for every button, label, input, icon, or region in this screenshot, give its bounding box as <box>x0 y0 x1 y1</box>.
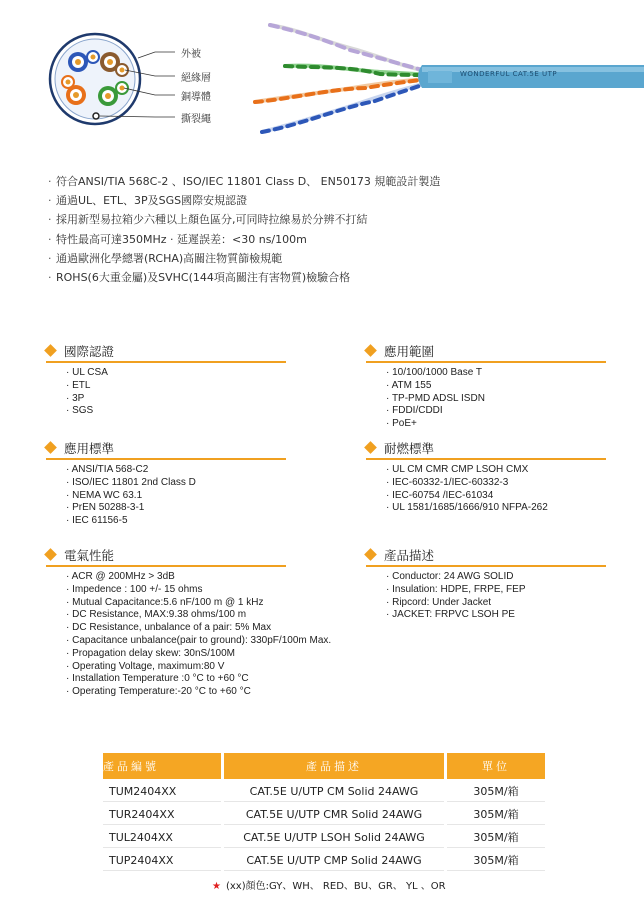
list-item: · DC Resistance, MAX:9.38 ohms/100 m <box>66 609 286 622</box>
list-item: · Conductor: 24 AWG SOLID <box>386 571 606 584</box>
product-table <box>103 751 545 873</box>
section-fire-rating <box>366 440 606 515</box>
feature-item: · 符合ANSI/TIA 568C-2 、ISO/IEC 11801 Class D、 EN50173 規範設計製造 <box>48 172 440 191</box>
cell-description: CAT.5E U/UTP CMP Solid 24AWG <box>224 850 444 871</box>
feature-item: · 通過UL、ETL、3P及SGS國際安規認證 <box>48 191 440 210</box>
cell-unit: 305M/箱 <box>447 827 545 848</box>
list-item: · NEMA WC 63.1 <box>66 490 286 503</box>
list-item: · Capacitance unbalance(pair to ground): 330pF/100m Max. <box>66 635 286 648</box>
cross-section-diagram <box>50 34 140 124</box>
section-title: 電氣性能 <box>64 548 115 563</box>
callout-jacket: 外被 <box>181 49 201 60</box>
section-list <box>386 367 606 431</box>
list-item: · Operating Voltage, maximum:80 V <box>66 661 286 674</box>
callout-insulation: 絕緣層 <box>181 73 211 84</box>
column-header-description: 產品描述 <box>224 753 444 779</box>
list-item: · ATM 155 <box>386 380 606 393</box>
feature-item: · 通過歐洲化學總署(RCHA)高關注物質篩檢規範 <box>48 249 440 268</box>
table-row <box>103 827 545 848</box>
list-item: · 3P <box>66 393 286 406</box>
feature-item: · 特性最高可達350MHz · 延遲誤差：<30 ns/100m <box>48 230 440 249</box>
list-item: · ACR @ 200MHz > 3dB <box>66 571 286 584</box>
cable-print-label: WONDERFUL CAT.5E UTP <box>460 70 558 78</box>
list-item: · PrEN 50288-3-1 <box>66 502 286 515</box>
section-header <box>46 343 286 363</box>
list-item: · FDDI/CDDI <box>386 405 606 418</box>
diamond-icon <box>44 548 57 561</box>
section-header <box>366 440 606 460</box>
cell-model: TUM2404XX <box>103 781 221 802</box>
cell-model: TUR2404XX <box>103 804 221 825</box>
cell-unit: 305M/箱 <box>447 804 545 825</box>
list-item: · TP-PMD ADSL ISDN <box>386 393 606 406</box>
list-item: · Ripcord: Under Jacket <box>386 597 606 610</box>
color-note-text: (xx)顏色:GY、WH、 RED、BU、GR、 YL 、OR <box>225 881 446 892</box>
section-list <box>66 571 332 699</box>
section-list <box>66 464 286 528</box>
list-item: · SGS <box>66 405 286 418</box>
feature-item: · ROHS(6大重金屬)及SVHC(144項高關注有害物質)檢驗合格 <box>48 268 440 287</box>
section-title: 應用範圍 <box>384 344 435 359</box>
cell-unit: 305M/箱 <box>447 850 545 871</box>
color-note <box>212 877 446 892</box>
column-header-model: 產品編號 <box>103 753 221 779</box>
table-row <box>103 781 545 802</box>
diamond-icon <box>364 441 377 454</box>
list-item: · UL CSA <box>66 367 286 380</box>
diamond-icon <box>44 344 57 357</box>
list-item: · PoE+ <box>386 418 606 431</box>
list-item: · IEC-60754 /IEC-61034 <box>386 490 606 503</box>
section-header <box>366 547 606 567</box>
list-item: · 10/100/1000 Base T <box>386 367 606 380</box>
section-title: 國際認證 <box>64 344 115 359</box>
section-list <box>66 367 286 418</box>
list-item: · ISO/IEC 11801 2nd Class D <box>66 477 286 490</box>
diamond-icon <box>364 344 377 357</box>
list-item: · Insulation: HDPE, FRPE, FEP <box>386 584 606 597</box>
table-row <box>103 804 545 825</box>
diamond-icon <box>364 548 377 561</box>
section-title: 產品描述 <box>384 548 435 563</box>
cell-model: TUL2404XX <box>103 827 221 848</box>
section-certification <box>46 343 286 418</box>
list-item: · JACKET: FRPVC LSOH PE <box>386 609 606 622</box>
section-title: 應用標準 <box>64 441 115 456</box>
list-item: · IEC-60332-1/IEC-60332-3 <box>386 477 606 490</box>
cell-description: CAT.5E U/UTP CM Solid 24AWG <box>224 781 444 802</box>
list-item: · ETL <box>66 380 286 393</box>
list-item: · UL 1581/1685/1666/910 NFPA-262 <box>386 502 606 515</box>
cell-model: TUP2404XX <box>103 850 221 871</box>
section-application <box>366 343 606 431</box>
section-header <box>46 547 286 567</box>
section-header <box>366 343 606 363</box>
list-item: · IEC 61156-5 <box>66 515 286 528</box>
diamond-icon <box>44 441 57 454</box>
section-header <box>46 440 286 460</box>
cell-description: CAT.5E U/UTP LSOH Solid 24AWG <box>224 827 444 848</box>
list-item: · Installation Temperature :0 °C to +60 °C <box>66 673 286 686</box>
list-item: · DC Resistance, unbalance of a pair: 5% Max <box>66 622 286 635</box>
section-standards <box>46 440 286 528</box>
column-header-unit: 單位 <box>447 753 545 779</box>
section-product-description <box>366 547 606 622</box>
table-header-row <box>103 753 545 779</box>
callout-conductor: 銅導體 <box>181 92 211 103</box>
list-item: · ANSI/TIA 568-C2 <box>66 464 286 477</box>
list-item: · Impedence : 100 +/- 15 ohms <box>66 584 286 597</box>
star-icon: ★ <box>212 881 221 892</box>
list-item: · Mutual Capacitance:5.6 nF/100 m @ 1 kHz <box>66 597 286 610</box>
list-item: · UL CM CMR CMP LSOH CMX <box>386 464 606 477</box>
feature-item: · 採用新型易拉箱少六種以上顏色區分,可同時拉線易於分辨不打結 <box>48 210 440 229</box>
section-title: 耐燃標準 <box>384 441 435 456</box>
list-item: · Propagation delay skew: 30nS/100M <box>66 648 286 661</box>
section-list <box>386 571 606 622</box>
section-list <box>386 464 606 515</box>
product-hero <box>0 0 644 150</box>
list-item: · Operating Temperature:-20 °C to +60 °C <box>66 686 286 699</box>
cell-unit: 305M/箱 <box>447 781 545 802</box>
feature-list <box>48 172 440 287</box>
table-row <box>103 850 545 871</box>
section-electrical <box>46 547 332 699</box>
callout-ripcord: 撕裂繩 <box>181 114 211 125</box>
cell-description: CAT.5E U/UTP CMR Solid 24AWG <box>224 804 444 825</box>
